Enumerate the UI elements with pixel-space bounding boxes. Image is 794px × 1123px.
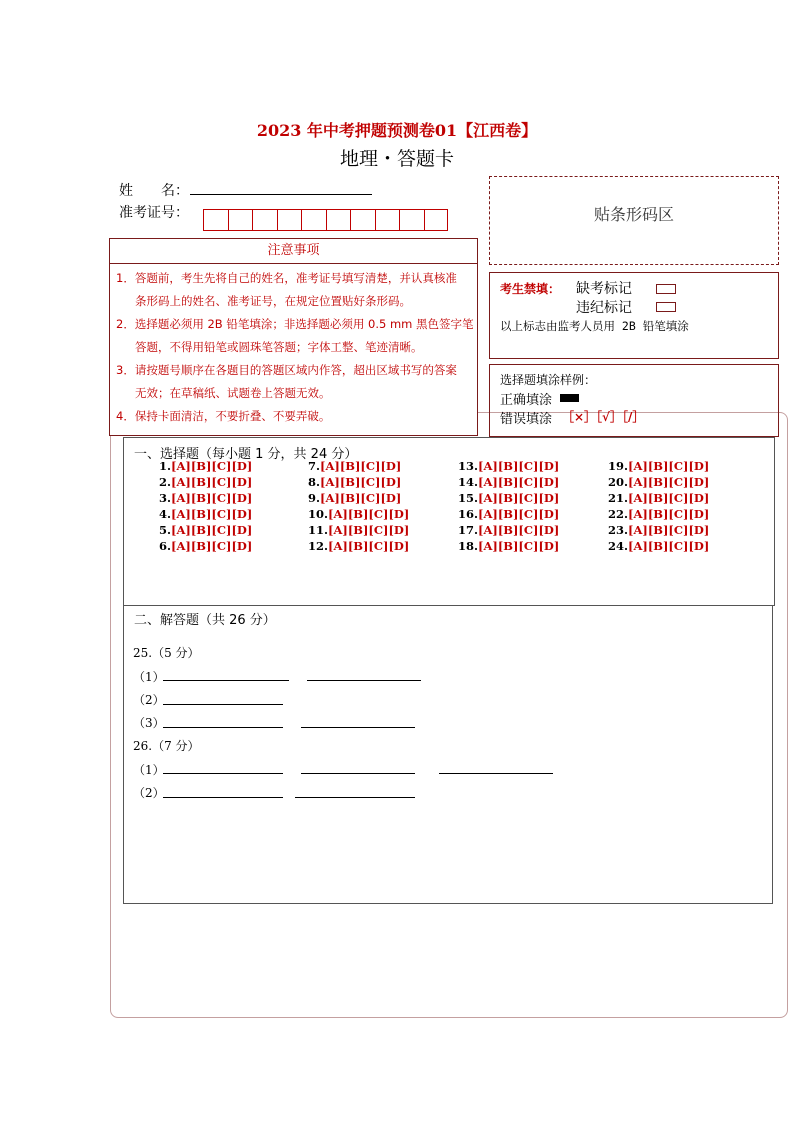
answer-options[interactable]: [A][B][C][D] <box>478 507 560 521</box>
notice-box <box>109 238 478 436</box>
answer-options[interactable]: [A][B][C][D] <box>628 507 710 521</box>
id-digit-box[interactable] <box>301 209 326 231</box>
answer-options[interactable]: [A][B][C][D] <box>628 475 710 489</box>
question-number: 4. <box>159 507 172 521</box>
answer-options[interactable]: [A][B][C][D] <box>628 491 710 505</box>
answer-options[interactable]: [A][B][C][D] <box>171 491 253 505</box>
q25-sub1-label: （1） <box>133 670 165 684</box>
answer-options[interactable]: [A][B][C][D] <box>171 523 253 537</box>
q25-sub2-label: （2） <box>133 693 165 707</box>
barcode-area <box>489 176 779 265</box>
proctor-box <box>489 272 779 359</box>
question-number: 2. <box>159 475 172 489</box>
question-number: 1. <box>159 459 172 473</box>
question-number: 23. <box>608 523 629 537</box>
choice-question[interactable] <box>308 539 409 553</box>
choice-title: 一、选择题（每小题 1 分，共 24 分） <box>134 447 358 462</box>
notice-item-2: 2．选择题必须用 2B 铅笔填涂；非选择题必须用 0.5 mm 黑色签字笔 答题，不得用铅笔或圆珠笔答题；字体工整、笔迹清晰。 <box>116 317 474 354</box>
answer-section <box>123 606 773 904</box>
choice-question[interactable] <box>458 475 559 489</box>
choice-question[interactable] <box>608 523 709 537</box>
question-number: 11. <box>308 523 329 537</box>
wrong-fill-label: 错误填涂 <box>500 412 553 427</box>
question-number: 8. <box>308 475 321 489</box>
violation-label: 违纪标记 <box>576 300 632 316</box>
q26-2-blank-a[interactable] <box>163 797 283 798</box>
question-number: 24. <box>608 539 629 553</box>
id-digit-box[interactable] <box>252 209 277 231</box>
notice-item-1: 1．答题前，考生先将自己的姓名，准考证号填写清楚，并认真核准 条形码上的姓名、准考证号，在规定位置贴好条形码。 <box>116 271 457 308</box>
card-subtitle: 地理・答题卡 <box>339 148 454 170</box>
answer-options[interactable]: [A][B][C][D] <box>171 459 253 473</box>
question-number: 7. <box>308 459 321 473</box>
choice-question[interactable] <box>458 523 559 537</box>
choice-question[interactable] <box>608 507 709 521</box>
question-25-label: 25.（5 分） <box>133 646 200 660</box>
name-label: 姓 名： <box>119 183 189 199</box>
choice-question[interactable] <box>308 523 409 537</box>
q26-sub1-label: （1） <box>133 763 165 777</box>
question-number: 19. <box>608 459 629 473</box>
choice-question[interactable] <box>159 539 252 553</box>
answer-options[interactable]: [A][B][C][D] <box>320 491 402 505</box>
q25-2-blank[interactable] <box>163 704 283 705</box>
id-digit-box[interactable] <box>228 209 253 231</box>
question-number: 12. <box>308 539 329 553</box>
question-number: 10. <box>308 507 329 521</box>
question-number: 22. <box>608 507 629 521</box>
id-digit-box[interactable] <box>424 209 449 231</box>
choice-question[interactable] <box>159 459 252 473</box>
choice-question[interactable] <box>159 491 252 505</box>
answer-options[interactable]: [A][B][C][D] <box>478 539 560 553</box>
violation-mark-box[interactable] <box>656 302 676 312</box>
answer-options[interactable]: [A][B][C][D] <box>478 475 560 489</box>
q26-1-blank-a[interactable] <box>163 773 283 774</box>
proctor-label: 考生禁填： <box>500 282 561 296</box>
choice-question[interactable] <box>308 491 401 505</box>
choice-question[interactable] <box>608 491 709 505</box>
card-title: 2023 年中考押题预测卷01【江西卷】 <box>256 121 538 140</box>
choice-question[interactable] <box>608 459 709 473</box>
choice-question[interactable] <box>159 523 252 537</box>
answer-options[interactable]: [A][B][C][D] <box>320 459 402 473</box>
exam-id-boxes[interactable] <box>203 209 448 231</box>
question-number: 15. <box>458 491 479 505</box>
answer-options[interactable]: [A][B][C][D] <box>328 507 410 521</box>
choice-question[interactable] <box>308 459 401 473</box>
answer-title: 二、解答题（共 26 分） <box>134 613 276 628</box>
notice-item-4: 4．保持卡面清洁，不要折叠、不要弄破。 <box>116 409 331 423</box>
q26-sub2-label: （2） <box>133 786 165 800</box>
question-number: 5. <box>159 523 172 537</box>
fill-sample-box <box>489 364 779 437</box>
question-number: 14. <box>458 475 479 489</box>
answer-options[interactable]: [A][B][C][D] <box>628 539 710 553</box>
wrong-fill-marks: ［×］［√］［/］ <box>562 410 645 424</box>
answer-options[interactable]: [A][B][C][D] <box>628 523 710 537</box>
question-number: 17. <box>458 523 479 537</box>
choice-question[interactable] <box>458 459 559 473</box>
choice-question[interactable] <box>159 507 252 521</box>
choice-question[interactable] <box>458 491 559 505</box>
answer-options[interactable]: [A][B][C][D] <box>171 475 253 489</box>
question-number: 21. <box>608 491 629 505</box>
q25-1-blank-b[interactable] <box>307 680 421 681</box>
id-digit-box[interactable] <box>203 209 228 231</box>
choice-question[interactable] <box>608 539 709 553</box>
q25-1-blank-a[interactable] <box>163 680 289 681</box>
correct-fill-label: 正确填涂 <box>500 393 553 408</box>
id-digit-box[interactable] <box>399 209 424 231</box>
name-field[interactable] <box>190 194 372 195</box>
question-number: 9. <box>308 491 321 505</box>
choice-question[interactable] <box>458 539 559 553</box>
absent-label: 缺考标记 <box>576 281 632 297</box>
q25-3-blank-b[interactable] <box>301 727 415 728</box>
choice-question[interactable] <box>458 507 559 521</box>
question-number: 16. <box>458 507 479 521</box>
proctor-note: 以上标志由监考人员用 2B 铅笔填涂 <box>500 319 689 333</box>
q25-sub3-label: （3） <box>133 716 165 730</box>
answer-options[interactable]: [A][B][C][D] <box>171 539 253 553</box>
choice-section <box>123 437 775 606</box>
id-digit-box[interactable] <box>277 209 302 231</box>
absent-mark-box[interactable] <box>656 284 676 294</box>
choice-question[interactable] <box>159 475 252 489</box>
answer-options[interactable]: [A][B][C][D] <box>478 459 560 473</box>
sample-label: 选择题填涂样例： <box>500 373 597 387</box>
answer-options[interactable]: [A][B][C][D] <box>328 539 410 553</box>
choice-question[interactable] <box>308 475 401 489</box>
q26-1-blank-c[interactable] <box>439 773 553 774</box>
id-digit-box[interactable] <box>350 209 375 231</box>
exam-id-label: 准考证号： <box>119 205 189 221</box>
question-number: 13. <box>458 459 479 473</box>
id-digit-box[interactable] <box>375 209 400 231</box>
question-number: 18. <box>458 539 479 553</box>
answer-options[interactable]: [A][B][C][D] <box>328 523 410 537</box>
answer-options[interactable]: [A][B][C][D] <box>478 491 560 505</box>
choice-question[interactable] <box>608 475 709 489</box>
id-digit-box[interactable] <box>326 209 351 231</box>
q25-3-blank-a[interactable] <box>163 727 283 728</box>
question-number: 3. <box>159 491 172 505</box>
answer-options[interactable]: [A][B][C][D] <box>171 507 253 521</box>
question-26-label: 26.（7 分） <box>133 739 200 753</box>
question-number: 20. <box>608 475 629 489</box>
correct-fill-example <box>560 394 579 402</box>
answer-options[interactable]: [A][B][C][D] <box>478 523 560 537</box>
barcode-label: 贴条形码区 <box>593 205 674 224</box>
notice-title: 注意事项 <box>110 239 477 264</box>
answer-options[interactable]: [A][B][C][D] <box>320 475 402 489</box>
question-number: 6. <box>159 539 172 553</box>
q26-2-blank-b[interactable] <box>295 797 415 798</box>
q26-1-blank-b[interactable] <box>301 773 415 774</box>
answer-options[interactable]: [A][B][C][D] <box>628 459 710 473</box>
choice-question[interactable] <box>308 507 409 521</box>
notice-item-3: 3．请按题号顺序在各题目的答题区域内作答，超出区域书写的答案 无效；在草稿纸、试题卷上答题无效。 <box>116 363 457 400</box>
